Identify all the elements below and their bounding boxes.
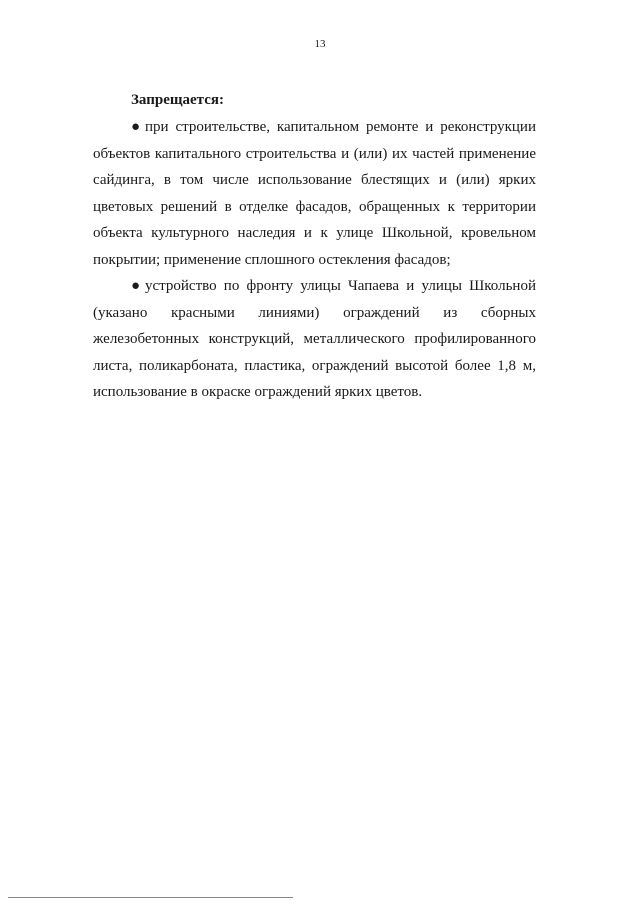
section-heading: Запрещается: xyxy=(131,92,225,108)
bullet-icon: ● xyxy=(131,119,141,135)
prohibition-item-1 xyxy=(93,114,536,273)
page-bottom-divider xyxy=(8,897,293,898)
prohibition-item-text: при строительстве, капитальном ремонте и реконструкции объектов капитального строительства и (или) их частей применение сайдинга, в том числе использование блестящих и (или) ярких цветовых решений в отделке фасадов, обращенных к территории объекта культурного наследия и к улице Школьной, кровельном покрытии; применение сплошного остекления фасадов; xyxy=(93,119,536,268)
page-number: 13 xyxy=(314,38,326,50)
prohibition-item-2 xyxy=(93,273,536,406)
prohibition-item-text: устройство по фронту улицы Чапаева и улицы Школьной (указано красными линиями) ограждений из сборных железобетонных конструкций, металлического профилированного листа, поликарбоната, пластика, ограждений высотой более 1,8 м, использование в окраске ограждений ярких цветов. xyxy=(93,278,536,400)
bullet-icon: ● xyxy=(131,278,141,294)
document-body xyxy=(93,88,536,406)
